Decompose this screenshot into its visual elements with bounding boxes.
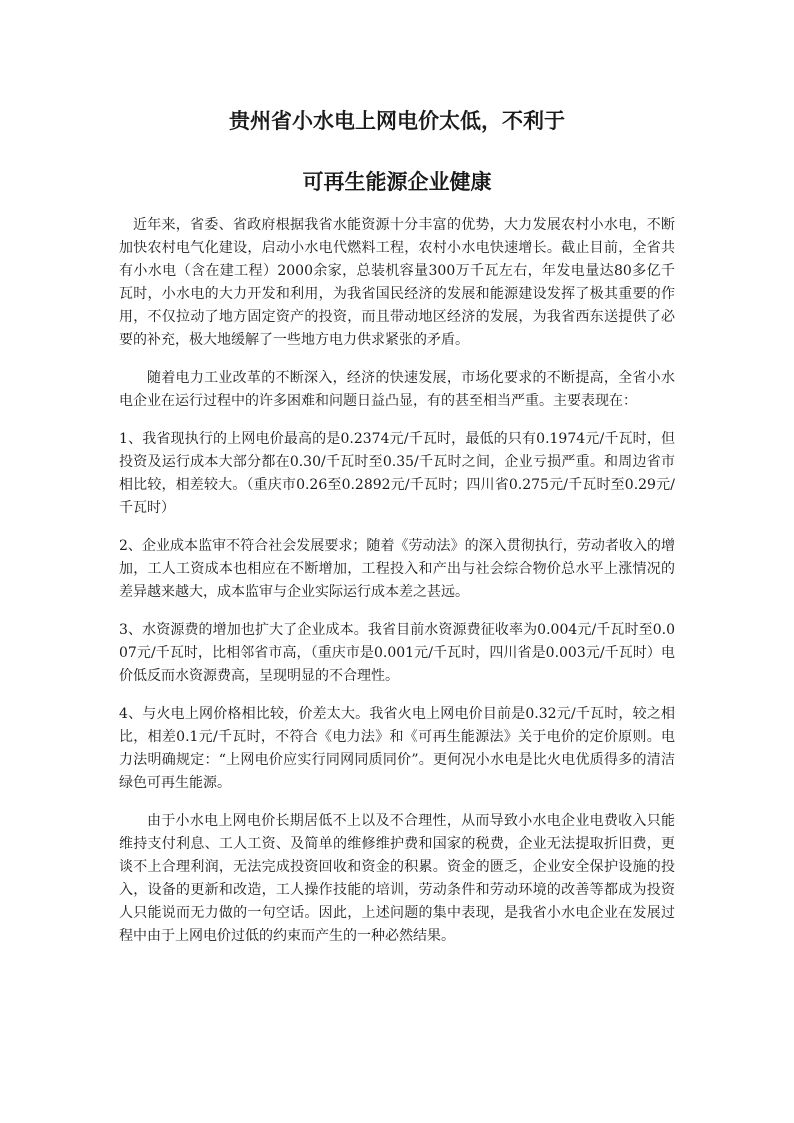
paragraph-conclusion: 由于小水电上网电价长期居低不上以及不合理性，从而导致小水电企业电费收入只能维持支付利息、工人工资、及简单的维修维护费和国家的税费，企业无法提取折旧费，更谈不上合理利润，无法完成投资回收和资金的积累。资金的匮乏，企业安全保护设施的投入，设备的更新和改造，工人操作技能的培训，劳动条件和劳动环境的改善等都成为投资人只能说而无力做的一句空话。因此，上述问题的集中表现，是我省小水电企业在发展过程中由于上网电价过低的约束而产生的一种必然结果。 — [119, 813, 675, 944]
paragraph-problems-intro: 随着电力工业改革的不断深入，经济的快速发展，市场化要求的不断提高，全省小水电企业在运行过程中的许多困难和问题日益凸显，有的甚至相当严重。主要表现在： — [119, 370, 675, 409]
document-title-line-1: 贵州省小水电上网电价太低，不利于 — [229, 108, 565, 133]
document-title-line-2: 可再生能源企业健康 — [302, 169, 492, 194]
paragraph-point-4: 4、与火电上网价格相比较，价差太大。我省火电上网电价目前是0.32元/千瓦时，较之相比，相差0.1元/千瓦时，不符合《电力法》和《可再生能源法》关于电价的定价原则。电力法明确规定：“上网电价应实行同网同质同价”。更何况小水电是比火电优质得多的清洁绿色可再生能源。 — [119, 706, 675, 791]
document-body — [119, 214, 675, 963]
paragraph-point-1: 1、我省现执行的上网电价最高的是0.2374元/千瓦时，最低的只有0.1974元/千瓦时，但投资及运行成本大部分都在0.30/千瓦时至0.35/千瓦时之间，企业亏损严重。和周边省市相比较，相差较大。（重庆市0.26至0.2892元/千瓦时；四川省0.275元/千瓦时至0.29元/千瓦时） — [119, 431, 675, 516]
paragraph-point-2: 2、企业成本监审不符合社会发展要求；随着《劳动法》的深入贯彻执行，劳动者收入的增加，工人工资成本也相应在不断增加，工程投入和产出与社会综合物价总水平上涨情况的差异越来越大，成本监审与企业实际运行成本差之甚远。 — [119, 538, 675, 600]
paragraph-point-3: 3、水资源费的增加也扩大了企业成本。我省目前水资源费征收率为0.004元/千瓦时至0.007元/千瓦时，比相邻省市高，（重庆市是0.001元/千瓦时，四川省是0.003元/千瓦时）电价低反而水资源费高，呈现明显的不合理性。 — [119, 622, 675, 684]
paragraph-intro: 近年来，省委、省政府根据我省水能资源十分丰富的优势，大力发展农村小水电，不断加快农村电气化建设，启动小水电代燃料工程，农村小水电快速增长。截止目前，全省共有小水电（含在建工程）2000余家，总装机容量300万千瓦左右，年发电量达80多亿千瓦时，小水电的大力开发和利用，为我省国民经济的发展和能源建设发挥了极其重要的作用，不仅拉动了地方固定资产的投资，而且带动地区经济的发展，为我省西东送提供了必要的补充，极大地缓解了一些地方电力供求紧张的矛盾。 — [119, 217, 675, 348]
